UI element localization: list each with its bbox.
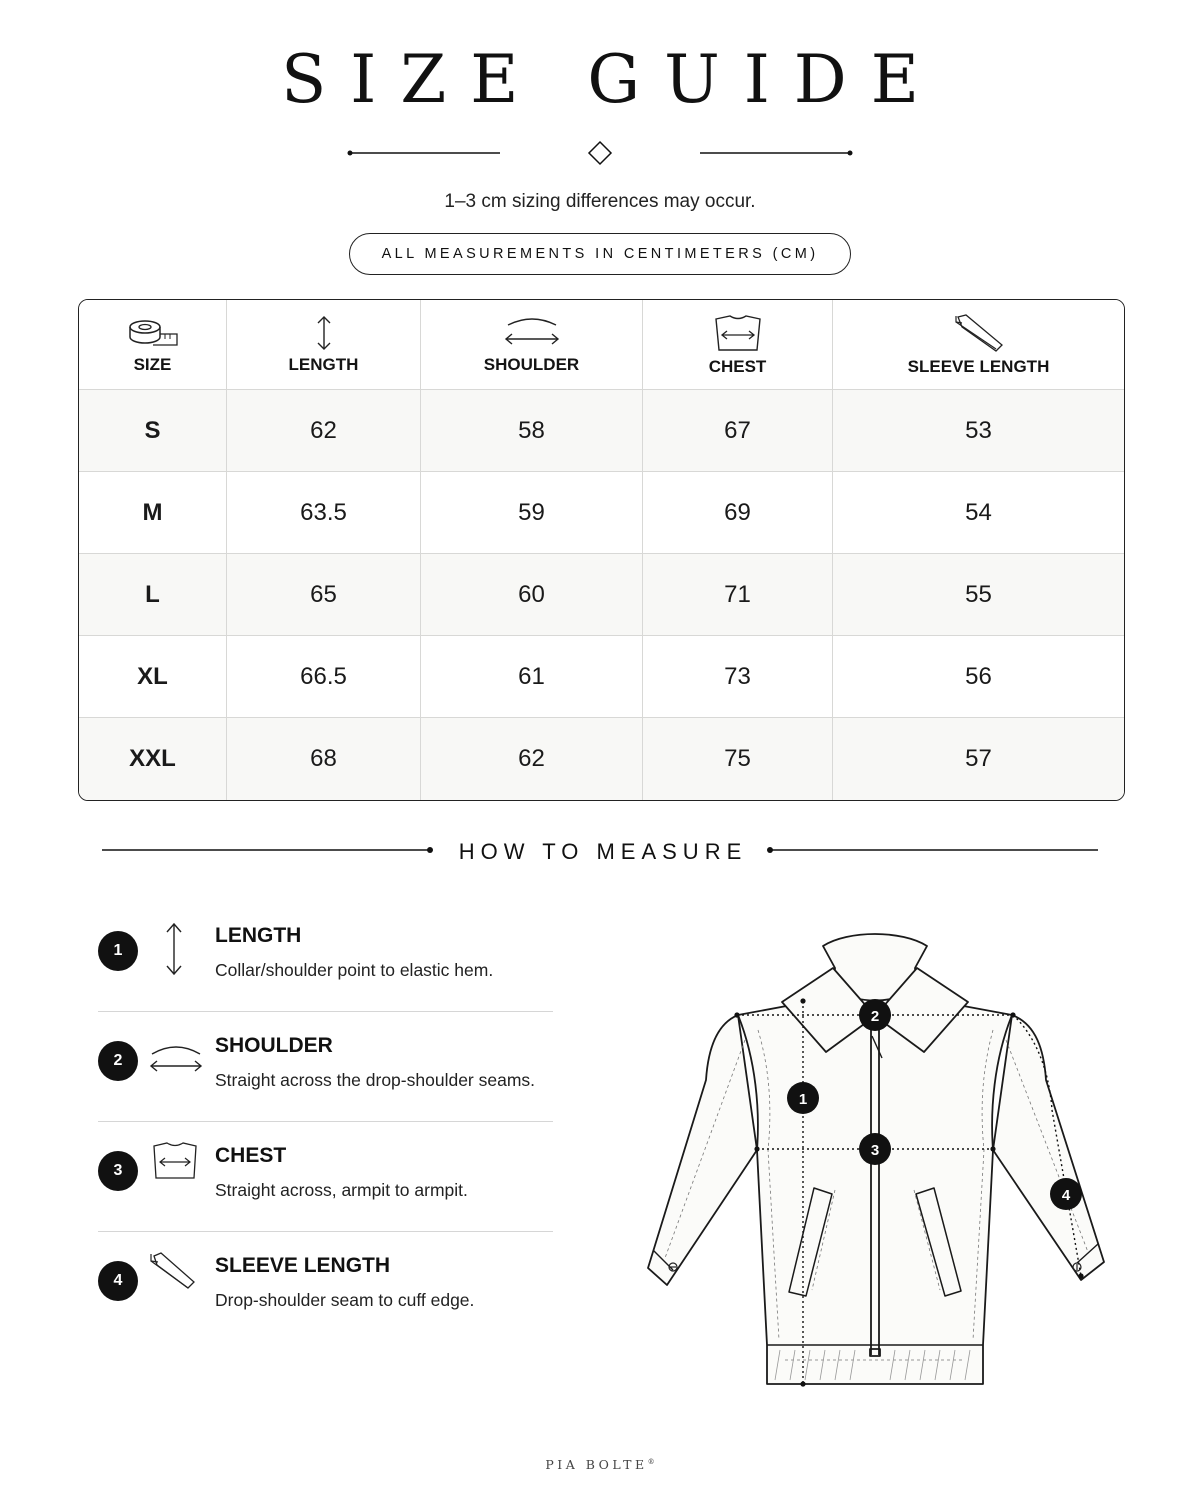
step-description: Straight across, armpit to armpit. bbox=[215, 1180, 468, 1200]
step-description: Drop-shoulder seam to cuff edge. bbox=[215, 1290, 475, 1310]
marker-3 bbox=[859, 1133, 891, 1165]
step-description: Straight across the drop-shoulder seams. bbox=[215, 1070, 536, 1090]
sleeve-cell: 53 bbox=[833, 390, 1124, 472]
chest-arrow-icon bbox=[148, 1140, 202, 1184]
sleeve-cell: 55 bbox=[833, 554, 1124, 636]
size-cell: L bbox=[79, 554, 227, 636]
brand-logo bbox=[0, 1457, 1200, 1472]
step-title: SLEEVE LENGTH bbox=[215, 1254, 391, 1277]
marker-1 bbox=[787, 1082, 819, 1114]
shoulder-arrow-icon bbox=[148, 1030, 204, 1080]
table-row bbox=[79, 718, 1124, 800]
svg-text:4: 4 bbox=[1061, 1187, 1071, 1204]
table-row bbox=[79, 636, 1124, 718]
shoulder-cell: 61 bbox=[421, 636, 643, 718]
size-cell: XL bbox=[79, 636, 227, 718]
table-row bbox=[79, 390, 1124, 472]
column-header-sleeve-length bbox=[833, 300, 1124, 390]
svg-text:1: 1 bbox=[798, 1091, 808, 1108]
chest-cell: 69 bbox=[643, 472, 833, 554]
column-label: SHOULDER bbox=[483, 354, 580, 374]
sleeve-arrow-icon bbox=[148, 1250, 198, 1296]
jacket-diagram bbox=[640, 930, 1110, 1390]
shoulder-cell: 58 bbox=[421, 390, 643, 472]
vertical-arrow-icon bbox=[148, 920, 200, 978]
list-item bbox=[98, 1232, 553, 1342]
length-cell: 68 bbox=[227, 718, 421, 800]
column-label: SIZE bbox=[133, 354, 172, 374]
size-cell: M bbox=[79, 472, 227, 554]
length-cell: 63.5 bbox=[227, 472, 421, 554]
registered-mark: ® bbox=[647, 1457, 655, 1466]
page-title: SIZE GUIDE bbox=[281, 41, 943, 118]
shoulder-arrow-icon bbox=[502, 315, 562, 351]
column-label: CHEST bbox=[708, 356, 767, 376]
length-cell: 65 bbox=[227, 554, 421, 636]
vertical-arrow-icon bbox=[314, 315, 334, 351]
step-title: SHOULDER bbox=[215, 1034, 333, 1057]
sleeve-arrow-icon bbox=[952, 313, 1006, 353]
chest-arrow-icon bbox=[710, 313, 766, 353]
measure-steps-list bbox=[98, 902, 553, 1342]
shoulder-cell: 60 bbox=[421, 554, 643, 636]
length-cell: 66.5 bbox=[227, 636, 421, 718]
list-item bbox=[98, 1122, 553, 1232]
step-description: Collar/shoulder point to elastic hem. bbox=[215, 960, 494, 980]
table-row bbox=[79, 472, 1124, 554]
units-badge: ALL MEASUREMENTS IN CENTIMETERS (CM) bbox=[349, 233, 851, 275]
length-cell: 62 bbox=[227, 390, 421, 472]
chest-cell: 75 bbox=[643, 718, 833, 800]
column-label: SLEEVE LENGTH bbox=[907, 356, 1050, 376]
title-ornament bbox=[340, 135, 860, 171]
size-cell: XXL bbox=[79, 718, 227, 800]
shoulder-cell: 59 bbox=[421, 472, 643, 554]
table-header-row bbox=[79, 300, 1124, 390]
column-header-length bbox=[227, 300, 421, 390]
chest-cell: 71 bbox=[643, 554, 833, 636]
sleeve-cell: 56 bbox=[833, 636, 1124, 718]
sizing-note: 1–3 cm sizing differences may occur. bbox=[444, 191, 756, 212]
step-number-badge: 4 bbox=[98, 1261, 138, 1301]
list-item bbox=[98, 902, 553, 1012]
size-cell: S bbox=[79, 390, 227, 472]
marker-4 bbox=[1050, 1178, 1082, 1210]
how-to-measure-heading: HOW TO MEASURE bbox=[458, 839, 748, 864]
list-item bbox=[98, 1012, 553, 1122]
table-row bbox=[79, 554, 1124, 636]
marker-2 bbox=[859, 999, 891, 1031]
column-header-size bbox=[79, 300, 227, 390]
step-title: LENGTH bbox=[215, 924, 302, 947]
step-number-badge: 2 bbox=[98, 1041, 138, 1081]
column-header-shoulder bbox=[421, 300, 643, 390]
step-number-badge: 3 bbox=[98, 1151, 138, 1191]
tape-measure-icon bbox=[123, 315, 183, 351]
chest-cell: 73 bbox=[643, 636, 833, 718]
step-number-badge: 1 bbox=[98, 931, 138, 971]
sleeve-cell: 54 bbox=[833, 472, 1124, 554]
size-table bbox=[78, 299, 1125, 801]
shoulder-cell: 62 bbox=[421, 718, 643, 800]
svg-text:2: 2 bbox=[870, 1008, 880, 1025]
svg-text:3: 3 bbox=[870, 1142, 880, 1159]
chest-cell: 67 bbox=[643, 390, 833, 472]
brand-name: PIA BOLTE bbox=[545, 1457, 648, 1472]
sleeve-cell: 57 bbox=[833, 718, 1124, 800]
step-title: CHEST bbox=[215, 1144, 287, 1167]
column-label: LENGTH bbox=[288, 354, 359, 374]
column-header-chest bbox=[643, 300, 833, 390]
